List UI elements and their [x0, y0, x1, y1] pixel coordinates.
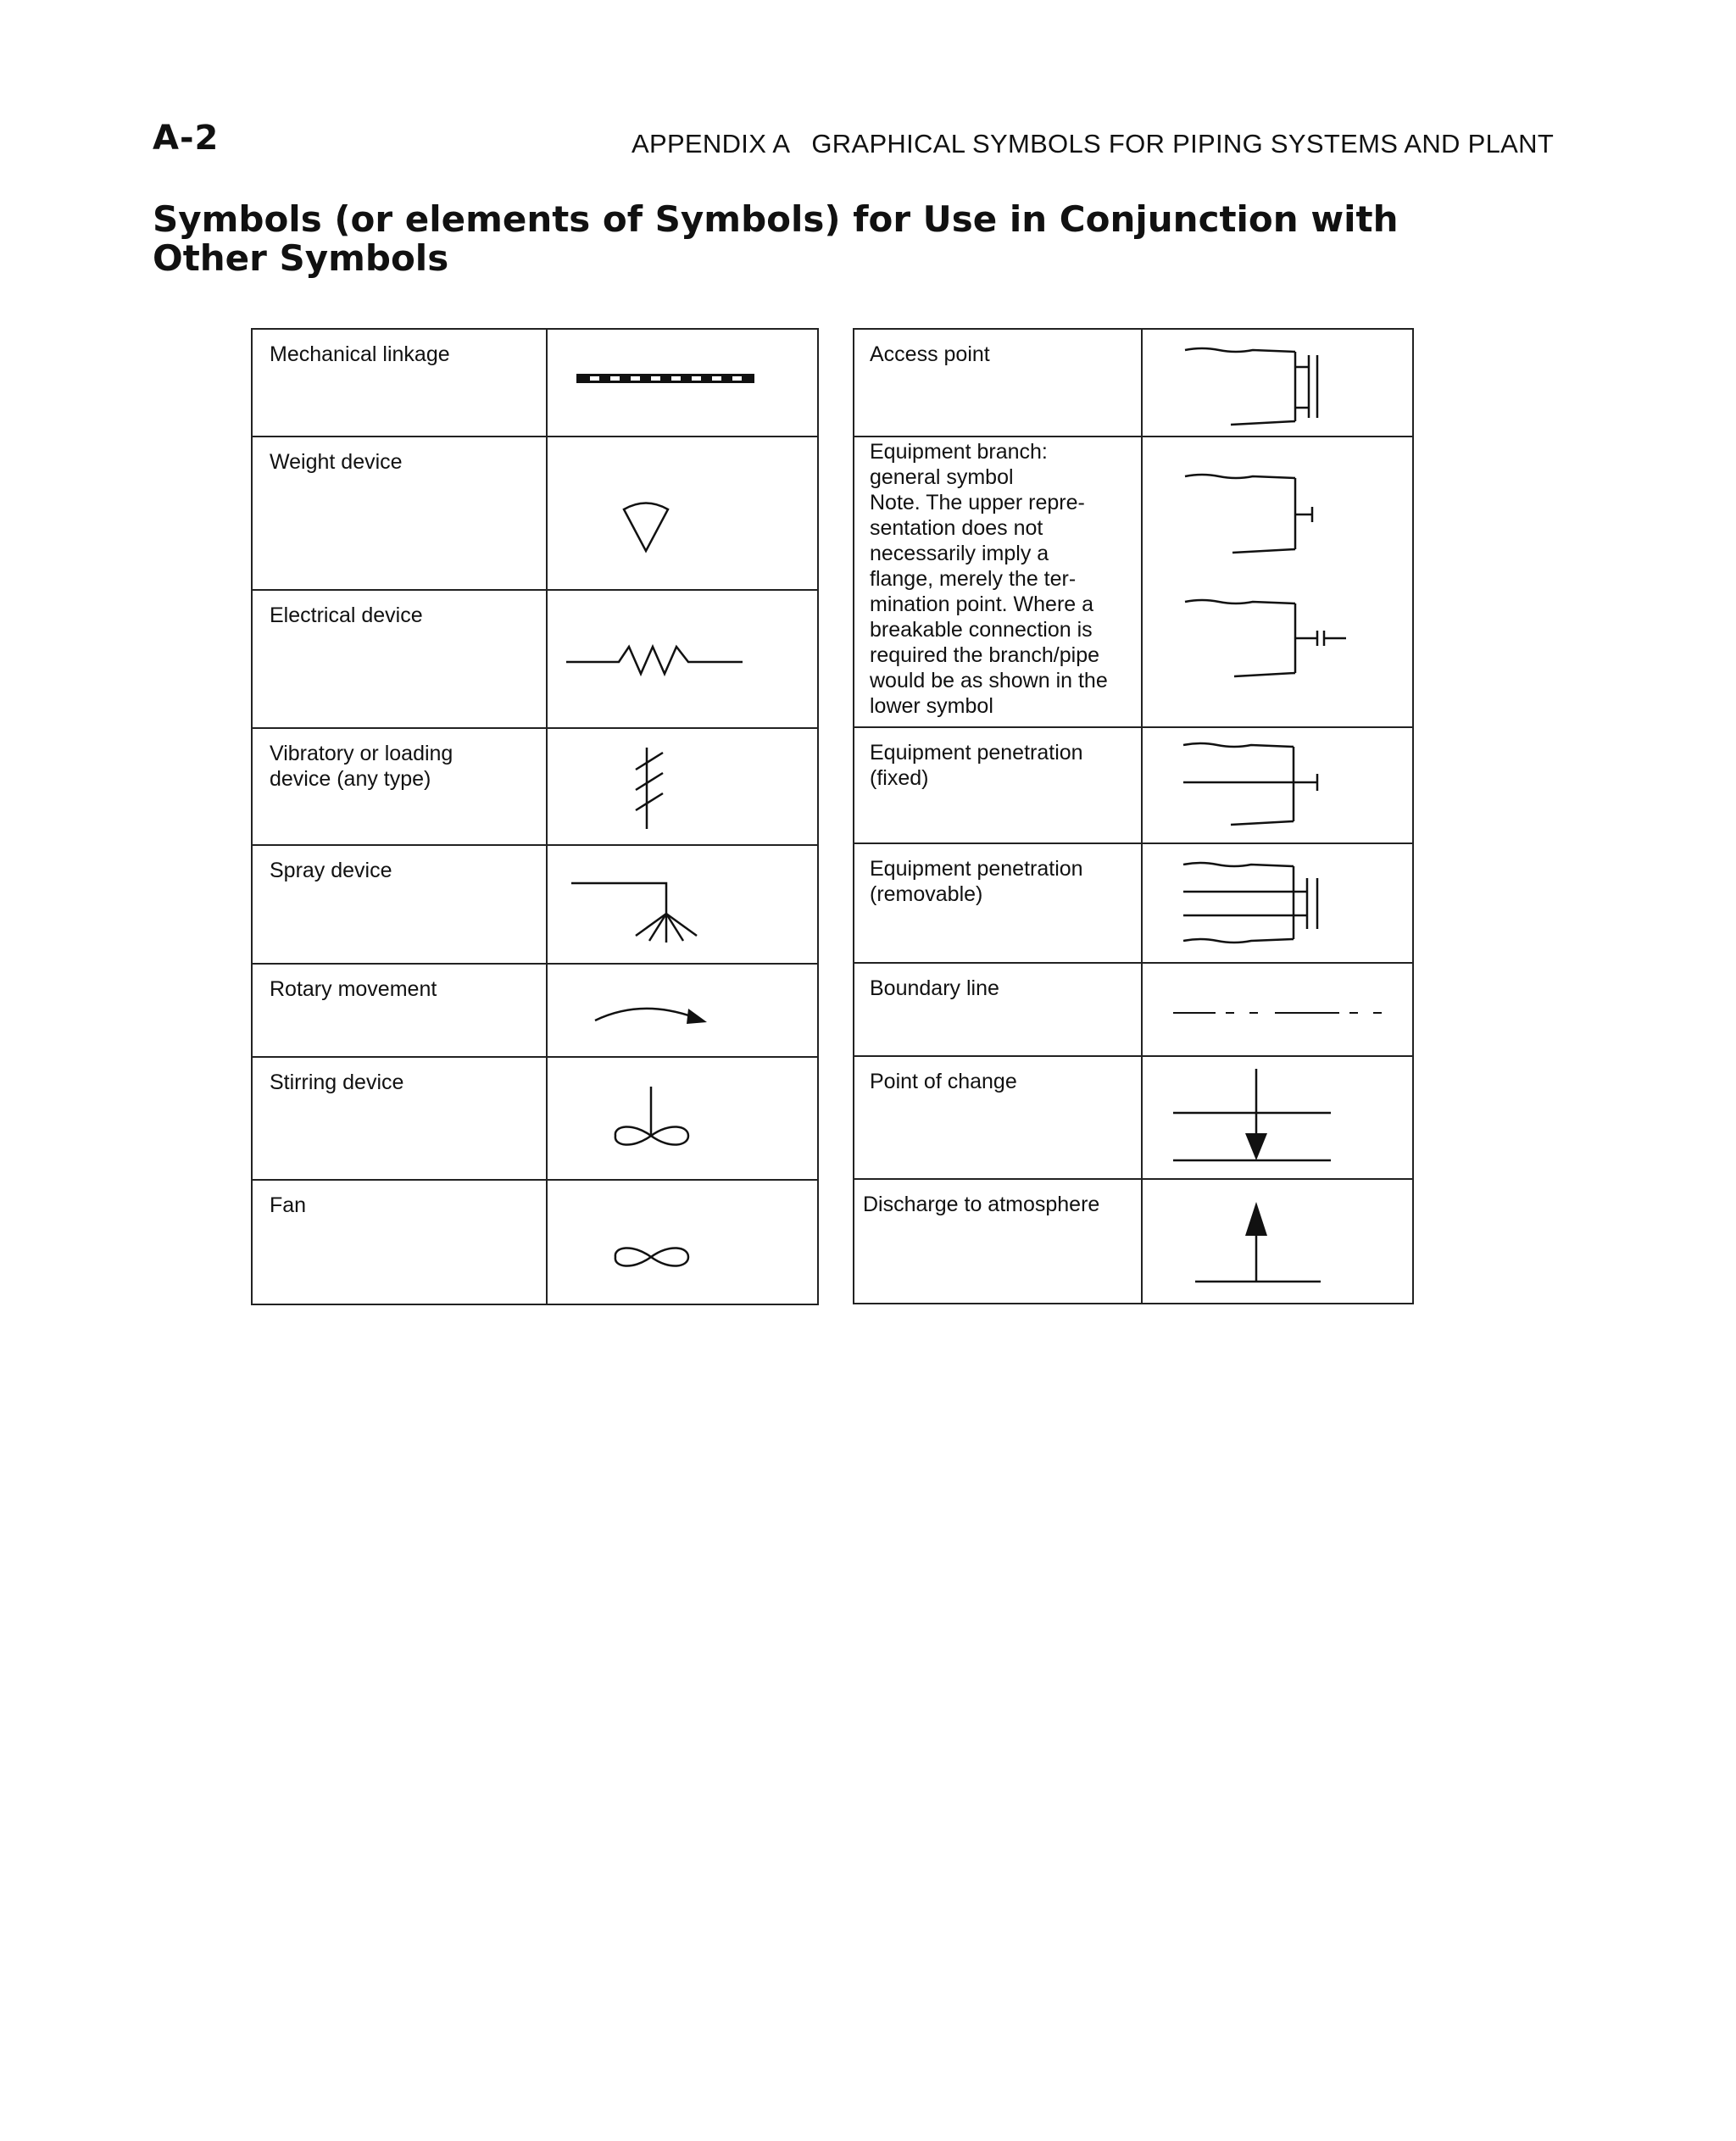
row-label: Equipment penetration (fixed)	[854, 727, 1142, 843]
table-row	[252, 964, 818, 1057]
point-of-change-icon	[1142, 1056, 1413, 1179]
symbols-table-left	[251, 328, 819, 1305]
row-label: Stirring device	[252, 1057, 547, 1180]
table-row	[854, 437, 1413, 727]
row-label: Discharge to atmosphere	[854, 1179, 1142, 1304]
rotary-movement-icon	[547, 964, 818, 1057]
equipment-branch-icon	[1142, 437, 1413, 727]
row-label: Spray device	[252, 845, 547, 964]
discharge-to-atmosphere-icon	[1142, 1179, 1413, 1304]
electrical-device-icon	[547, 590, 818, 728]
equipment-penetration-fixed-icon	[1142, 727, 1413, 843]
table-row	[854, 1179, 1413, 1304]
row-label: Boundary line	[854, 963, 1142, 1056]
boundary-line-icon	[1142, 963, 1413, 1056]
row-label: Point of change	[854, 1056, 1142, 1179]
symbols-table-right	[853, 328, 1414, 1304]
table-row	[252, 329, 818, 437]
row-label: Rotary movement	[252, 964, 547, 1057]
table-row	[252, 845, 818, 964]
table-row	[252, 1057, 818, 1180]
vibratory-device-icon	[547, 728, 818, 845]
stirring-device-icon	[547, 1057, 818, 1180]
access-point-icon	[1142, 329, 1413, 437]
equipment-penetration-removable-icon	[1142, 843, 1413, 963]
table-row	[854, 843, 1413, 963]
row-label: Equipment penetration (removable)	[854, 843, 1142, 963]
running-head: APPENDIX A GRAPHICAL SYMBOLS FOR PIPING SYSTEMS AND PLANT	[632, 129, 1555, 158]
fan-icon	[547, 1180, 818, 1304]
table-row	[252, 1180, 818, 1304]
weight-device-icon	[547, 437, 818, 590]
row-label: Access point	[854, 329, 1142, 437]
row-label: Equipment branch: general symbol Note. The upper repre- sentation does not necessarily imply a flange, merely the ter- mination point. Where a breakable connection is required the branch/pipe would be as shown in the lower symbol	[854, 437, 1142, 727]
table-row	[854, 1056, 1413, 1179]
table-row	[252, 437, 818, 590]
row-label: Vibratory or loading device (any type)	[252, 728, 547, 845]
table-row	[252, 728, 818, 845]
table-row	[854, 963, 1413, 1056]
row-label: Mechanical linkage	[252, 329, 547, 437]
row-label: Electrical device	[252, 590, 547, 728]
page-number: A-2	[153, 119, 220, 158]
table-row	[252, 590, 818, 728]
section-title: Symbols (or elements of Symbols) for Use in Conjunction with Other Symbols	[153, 198, 1399, 279]
table-row	[854, 727, 1413, 843]
mechanical-linkage-icon	[547, 329, 818, 437]
spray-device-icon	[547, 845, 818, 964]
row-label: Weight device	[252, 437, 547, 590]
row-label: Fan	[252, 1180, 547, 1304]
table-row	[854, 329, 1413, 437]
